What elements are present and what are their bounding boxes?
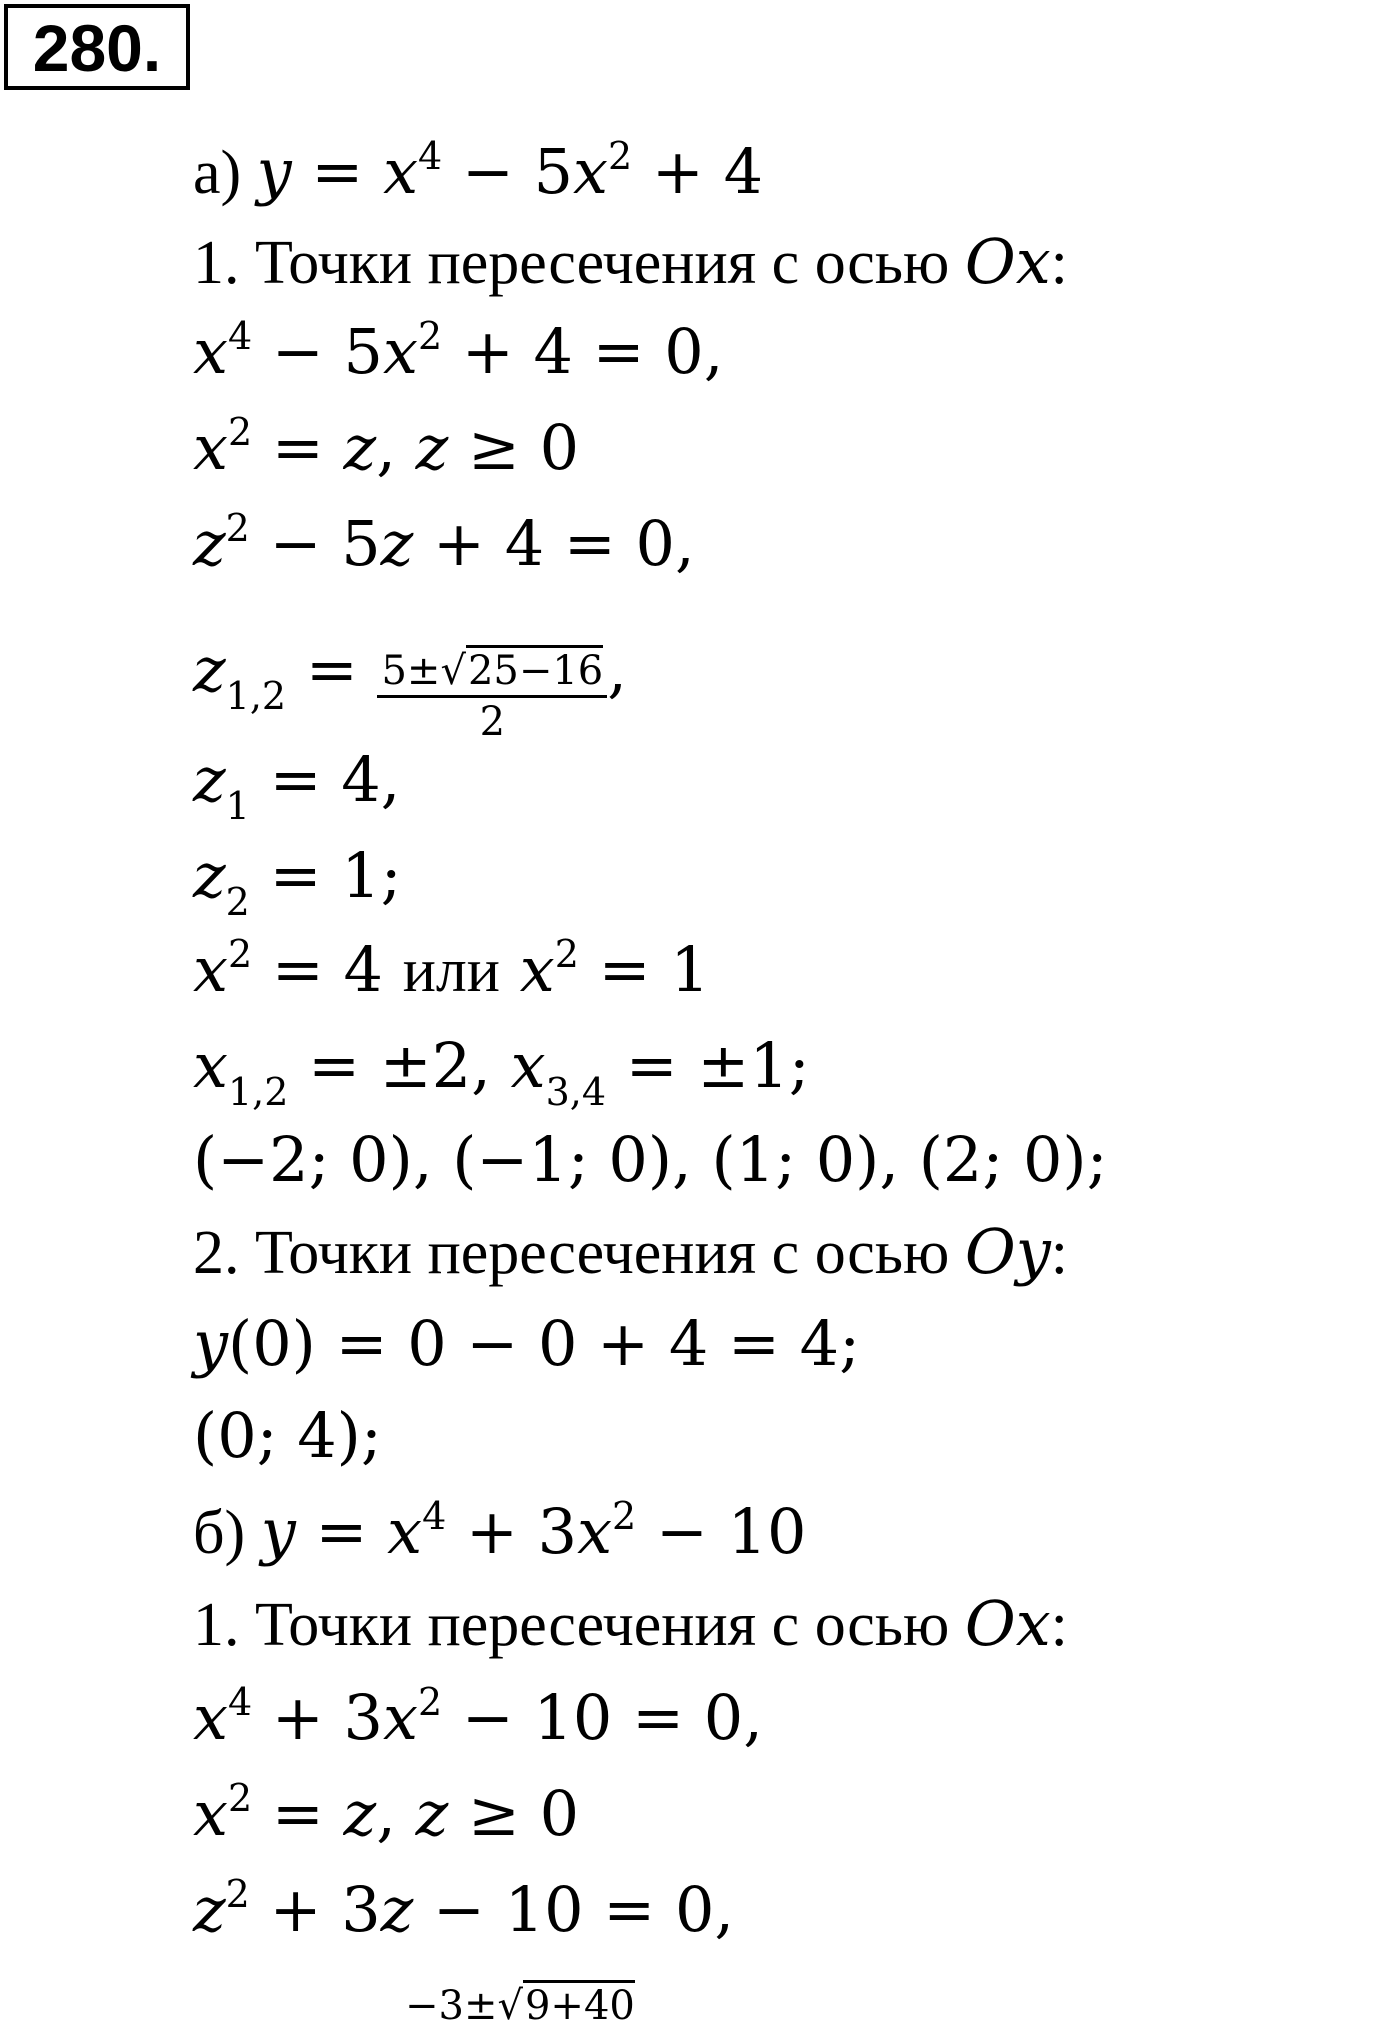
part-a-x-roots: $x_{1,2} = \pm 2$, $x_{3,4} = \pm 1$;: [193, 1029, 810, 1114]
part-a-points-x: (−2; 0), (−1; 0), (1; 0), (2; 0);: [193, 1123, 1108, 1196]
part-a-eq-line-1: $x^4 - 5x^2 + 4 = 0$,: [193, 314, 724, 388]
part-a-label: а): [193, 139, 242, 207]
part-b-label: б): [193, 1499, 246, 1567]
part-b-step1-heading: 1. Точки пересечения с осью Ox:: [193, 1587, 1068, 1660]
part-b-quadratic: $z^2 + 3z - 10 = 0$,: [193, 1872, 735, 1946]
part-a-quadratic: $z^2 - 5z + 4 = 0$,: [193, 506, 695, 580]
part-a-y-at-zero: y(0) = 0 − 0 + 4 = 4;: [193, 1307, 860, 1380]
part-b-fraction-partial: −3±√9+40: [405, 1982, 635, 2030]
part-a-roots-formula: $z_{1,2}$ = $\frac{5\pm√25-16}{2}$ ,: [193, 633, 627, 745]
part-a-substitution: $x^2 = z$, z ≥ 0: [193, 410, 580, 484]
part-a-equation: а) $y = x^4 - 5x^2 + 4$: [193, 134, 764, 208]
part-a-x-squared: $x^2 = 4$ или $x^2 = 1$: [193, 932, 710, 1006]
part-b-substitution: $x^2 = z$, z ≥ 0: [193, 1776, 580, 1850]
problem-number: 280.: [4, 4, 190, 90]
part-a-point-y: (0; 4);: [193, 1399, 382, 1472]
part-a-step1-heading: 1. Точки пересечения с осью Ox:: [193, 225, 1068, 298]
part-b-equation: б) $y = x^4 + 3x^2 - 10$: [193, 1494, 807, 1568]
part-b-eq-line-1: $x^4 + 3x^2 - 10 = 0$,: [193, 1680, 763, 1754]
part-a-z2: $z_2 = 1$;: [193, 839, 402, 924]
part-a-step2-heading: 2. Точки пересечения с осью Oy:: [193, 1215, 1068, 1288]
fraction: $\frac{5\pm√25-16}{2}$: [377, 647, 607, 746]
part-a-z1: $z_1 = 4$,: [193, 743, 401, 828]
